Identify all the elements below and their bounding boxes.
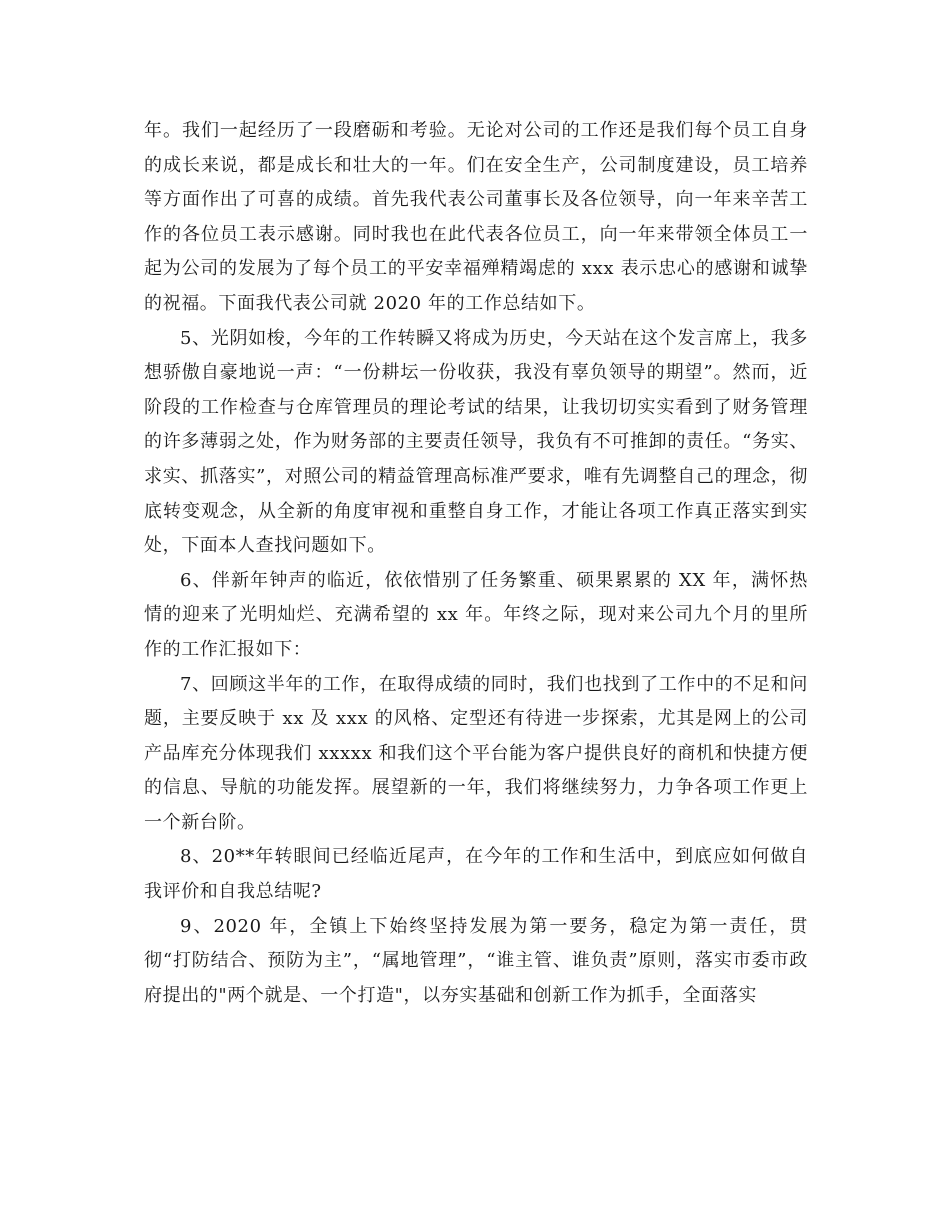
paragraph-item-5: 5、光阴如梭，今年的工作转瞬又将成为历史，今天站在这个发言席上，我多想骄傲自豪地说一声：“一份耕坛一份收获，我没有辜负领导的期望”。然而，近阶段的工作检查与仓库管理员的理论考试的结果，让我切切实实看到了财务管理的许多薄弱之处，作为财务部的主要责任领导，我负有不可推卸的责任。“务实、求实、抓落实”，对照公司的精益管理高标准严要求，唯有先调整自己的理念，彻底转变观念，从全新的角度审视和重整自身工作，才能让各项工作真正落实到实处，下面本人查找问题如下。: [144, 327, 808, 557]
document-page: [144, 114, 808, 1013]
paragraph-continuation: 年。我们一起经历了一段磨砺和考验。无论对公司的工作还是我们每个员工自身的成长来说，都是成长和壮大的一年。们在安全生产，公司制度建设，员工培养等方面作出了可喜的成绩。首先我代表公司董事长及各位领导，向一年来辛苦工作的各位员工表示感谢。同时我也在此代表各位员工，向一年来带领全体员工一起为公司的发展为了每个员工的平安幸福殚精竭虑的 xxx 表示忠心的感谢和诚挚的祝福。下面我代表公司就 2020 年的工作总结如下。: [144, 120, 808, 314]
paragraph-item-6: 6、伴新年钟声的临近，依依惜别了任务繁重、硕果累累的 XX 年，满怀热情的迎来了光明灿烂、充满希望的 xx 年。年终之际，现对来公司九个月的里所作的工作汇报如下：: [144, 569, 808, 660]
paragraph-item-8: 8、20**年转眼间已经临近尾声，在今年的工作和生活中，到底应如何做自我评价和自我总结呢?: [144, 846, 808, 903]
paragraph-item-7: 7、回顾这半年的工作，在取得成绩的同时，我们也找到了工作中的不足和问题，主要反映于 xx 及 xxx 的风格、定型还有待进一步探索，尤其是网上的公司产品库充分体现我们 xxxxx 和我们这个平台能为客户提供良好的商机和快捷方便的信息、导航的功能发挥。展望新的一年，我们将继续努力，力争各项工作更上一个新台阶。: [144, 673, 808, 833]
paragraph-item-9: 9、2020 年，全镇上下始终坚持发展为第一要务，稳定为第一责任，贯彻“打防结合、预防为主”，“属地管理”，“谁主管、谁负责”原则，落实市委市政府提出的"两个就是、一个打造"，以夯实基础和创新工作为抓手，全面落实: [144, 915, 808, 1006]
